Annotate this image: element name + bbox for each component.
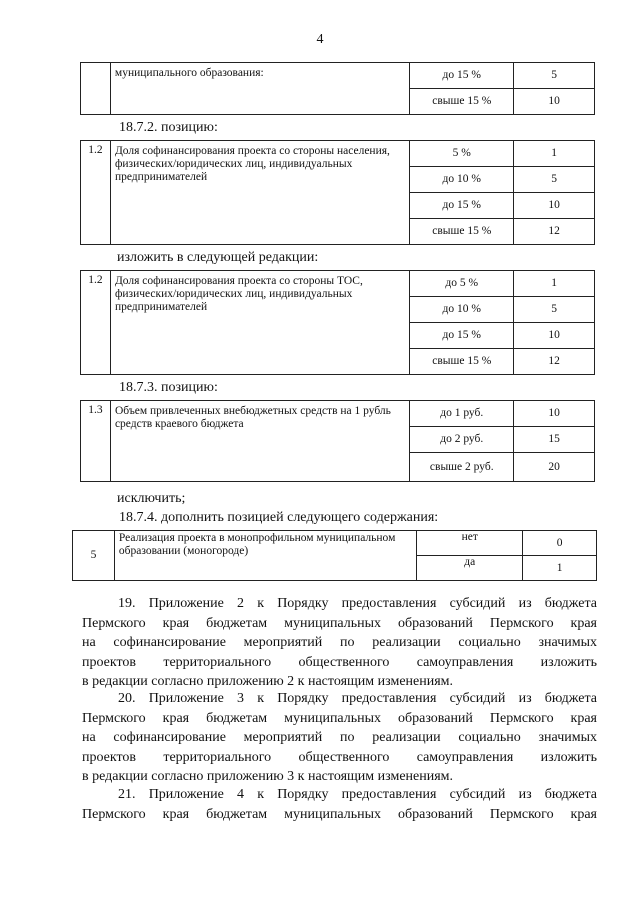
criterion-value: до 15 % <box>410 323 514 349</box>
criterion-value: свыше 15 % <box>410 349 514 375</box>
row-number: 5 <box>73 531 115 581</box>
paragraph-line: Пермского края бюджетам муниципальных образований Пермского края <box>82 710 597 726</box>
paragraph-line: в редакции согласно приложению 3 к настоящим изменениям. <box>82 769 454 784</box>
criterion-value: до 15 % <box>410 193 514 219</box>
criterion-value: свыше 15 % <box>410 89 514 115</box>
criterion-points: 12 <box>514 219 595 245</box>
heading-18-7-4: 18.7.4. дополнить позицией следующего содержания: <box>119 510 439 525</box>
criterion-value: до 1 руб. <box>410 401 514 427</box>
paragraph-line: на софинансирование мероприятий по реализации социально значимых <box>82 730 597 745</box>
paragraph-21 <box>82 785 597 824</box>
paragraph-line: 20. Приложение 3 к Порядку предоставления субсидий из бюджета <box>118 691 597 706</box>
criterion-value: до 15 % <box>410 63 514 89</box>
criterion-points: 5 <box>514 297 595 323</box>
criterion-description: Доля софинансирования проекта со стороны населения, физических/юридических лиц, индивидуальных предпринимателей <box>110 141 409 245</box>
paragraph-line: 21. Приложение 4 к Порядку предоставления субсидий из бюджета <box>118 787 597 802</box>
heading-18-7-2: 18.7.2. позицию: <box>119 120 218 135</box>
paragraph-line: 19. Приложение 2 к Порядку предоставления субсидий из бюджета <box>118 596 597 611</box>
criterion-description: Реализация проекта в монопрофильном муниципальном образовании (моногороде) <box>114 531 416 581</box>
page-number: 4 <box>316 32 324 47</box>
criterion-points: 5 <box>514 63 595 89</box>
criterion-points: 10 <box>514 89 595 115</box>
criteria-table-old-1-2 <box>80 140 595 245</box>
criterion-points: 10 <box>514 323 595 349</box>
row-number <box>81 63 111 115</box>
paragraph-20 <box>82 689 597 787</box>
criterion-points: 5 <box>514 167 595 193</box>
criterion-value: до 10 % <box>410 297 514 323</box>
paragraph-line: в редакции согласно приложению 2 к настоящим изменениям. <box>82 674 454 689</box>
criterion-points: 1 <box>523 556 597 581</box>
instruction-exclude: исключить; <box>117 491 186 506</box>
criterion-points: 10 <box>514 193 595 219</box>
paragraph-line: Пермского края бюджетам муниципальных образований Пермского края <box>82 615 597 631</box>
paragraph-line: проектов территориального общественного самоуправления изложить <box>82 654 597 670</box>
row-number: 1.2 <box>81 141 111 245</box>
criterion-value: да <box>417 556 523 581</box>
criterion-points: 10 <box>514 401 595 427</box>
criterion-value: нет <box>417 531 523 556</box>
criteria-table-5 <box>72 530 597 581</box>
criterion-points: 20 <box>514 453 595 482</box>
criteria-table-1-3 <box>80 400 595 482</box>
heading-18-7-3: 18.7.3. позицию: <box>119 380 218 395</box>
criterion-points: 12 <box>514 349 595 375</box>
row-number: 1.3 <box>81 401 111 482</box>
criterion-description: Доля софинансирования проекта со стороны ТОС, физических/юридических лиц, индивидуальных предпринимателей <box>110 271 409 375</box>
criterion-description: муниципального образования: <box>110 63 409 115</box>
criterion-points: 1 <box>514 271 595 297</box>
paragraph-19 <box>82 594 597 692</box>
paragraph-line: Пермского края бюджетам муниципальных образований Пермского края <box>82 806 597 822</box>
criterion-points: 1 <box>514 141 595 167</box>
criterion-description: Объем привлеченных внебюджетных средств на 1 рубль средств краевого бюджета <box>110 401 409 482</box>
criterion-value: до 5 % <box>410 271 514 297</box>
criterion-value: 5 % <box>410 141 514 167</box>
criterion-points: 0 <box>523 531 597 556</box>
instruction-restate: изложить в следующей редакции: <box>117 250 319 265</box>
criterion-value: до 2 руб. <box>410 427 514 453</box>
criteria-table-new-1-2 <box>80 270 595 375</box>
criterion-value: свыше 15 % <box>410 219 514 245</box>
paragraph-line: на софинансирование мероприятий по реализации социально значимых <box>82 635 597 650</box>
criterion-value: свыше 2 руб. <box>410 453 514 482</box>
criterion-points: 15 <box>514 427 595 453</box>
row-number: 1.2 <box>81 271 111 375</box>
criteria-table-continuation <box>80 62 595 115</box>
paragraph-line: проектов территориального общественного самоуправления изложить <box>82 749 597 765</box>
criterion-value: до 10 % <box>410 167 514 193</box>
